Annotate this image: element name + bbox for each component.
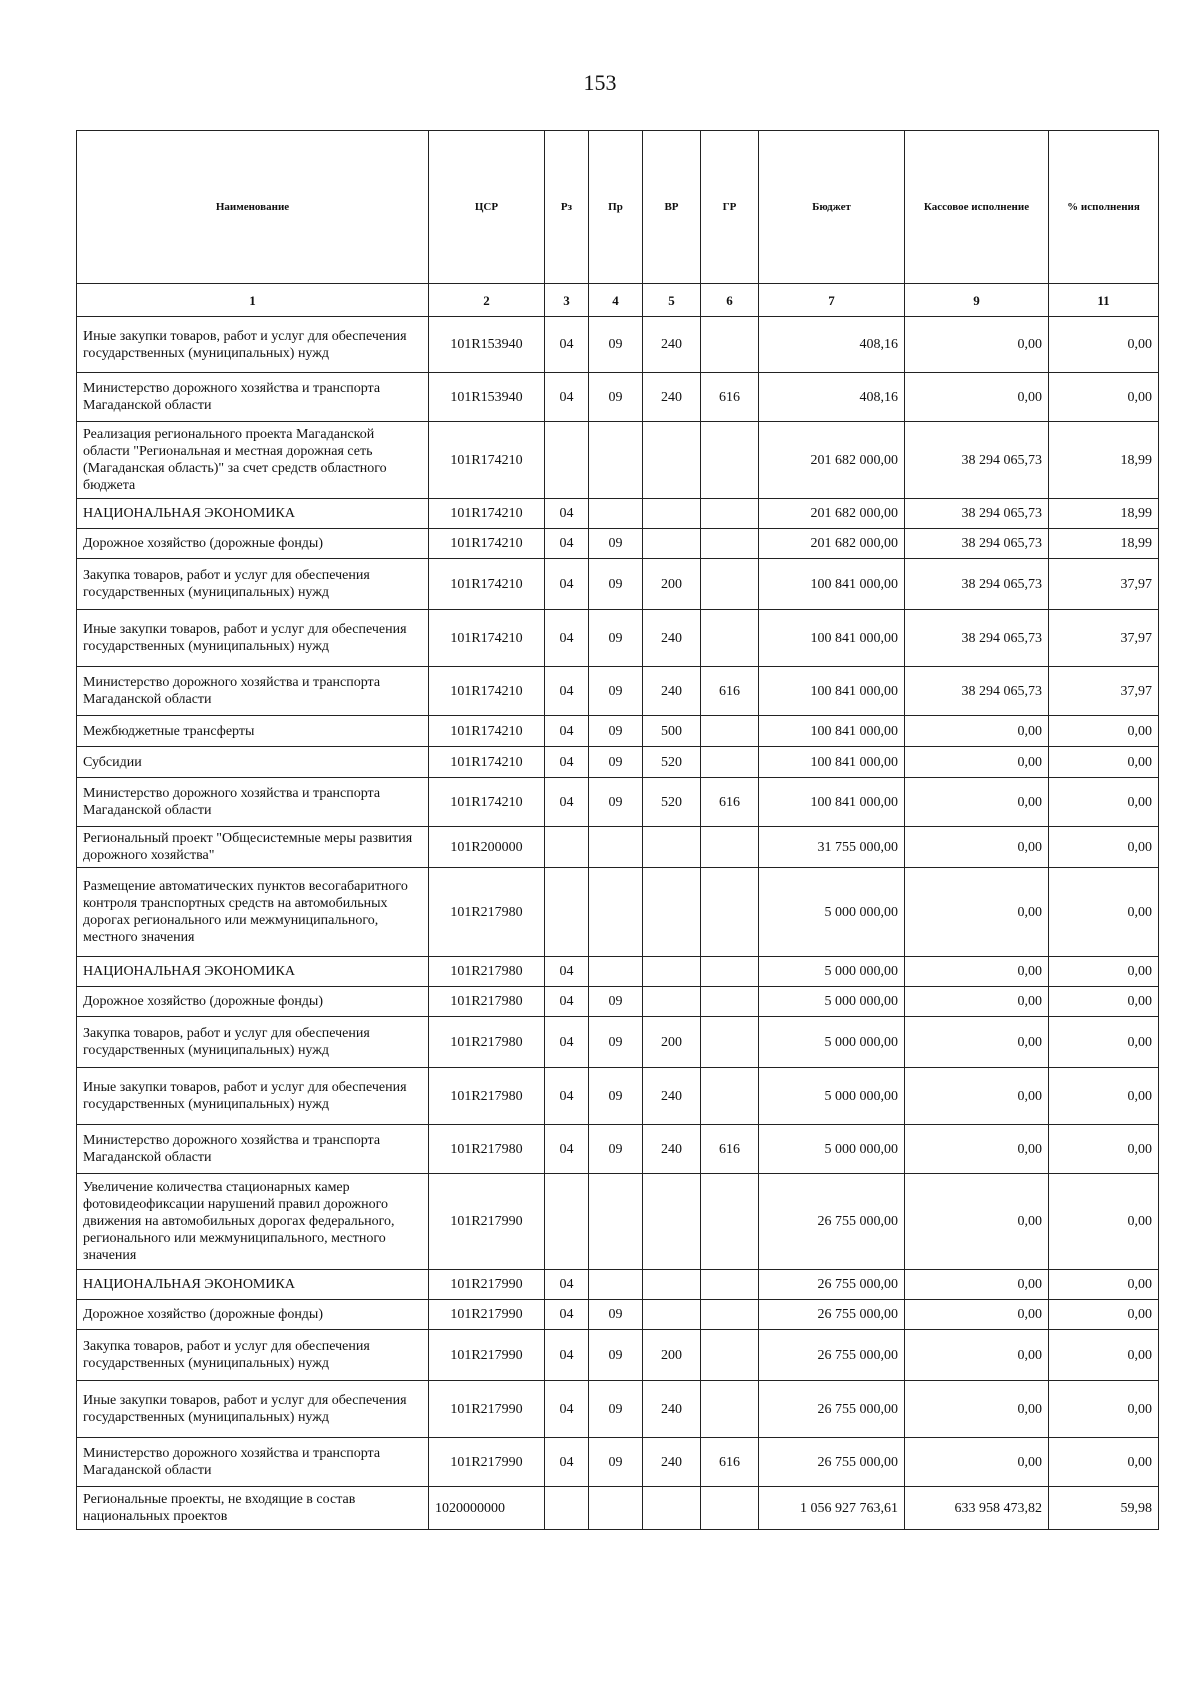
cell-rz: 04: [545, 957, 589, 987]
table-row: [77, 957, 1159, 987]
cell-gr: 616: [701, 1125, 759, 1174]
cell-name: Дорожное хозяйство (дорожные фонды): [77, 987, 429, 1017]
cell-budget: 5 000 000,00: [759, 987, 905, 1017]
budget-execution-table: [76, 130, 1159, 1530]
cell-gr: [701, 1068, 759, 1125]
table-row: [77, 1300, 1159, 1330]
cell-pr: 09: [589, 1068, 643, 1125]
cell-pct: 18,99: [1049, 499, 1159, 529]
cell-csr: 101R217990: [429, 1330, 545, 1381]
cell-name: Субсидии: [77, 747, 429, 778]
cell-kassa: 38 294 065,73: [905, 499, 1049, 529]
cell-vr: 200: [643, 1017, 701, 1068]
cell-rz: 04: [545, 667, 589, 716]
cell-kassa: 38 294 065,73: [905, 559, 1049, 610]
cell-budget: 26 755 000,00: [759, 1438, 905, 1487]
cell-rz: 04: [545, 778, 589, 827]
cell-pr: 09: [589, 747, 643, 778]
cell-pct: 59,98: [1049, 1487, 1159, 1530]
cell-kassa: 0,00: [905, 1381, 1049, 1438]
cell-kassa: 0,00: [905, 1330, 1049, 1381]
cell-pr: [589, 868, 643, 957]
cell-csr: 101R217980: [429, 1125, 545, 1174]
cell-kassa: 0,00: [905, 1300, 1049, 1330]
cell-pct: 0,00: [1049, 1438, 1159, 1487]
column-number: 2: [429, 284, 545, 317]
cell-budget: 5 000 000,00: [759, 1017, 905, 1068]
cell-csr: 101R217980: [429, 868, 545, 957]
cell-rz: 04: [545, 1381, 589, 1438]
cell-pct: 0,00: [1049, 778, 1159, 827]
table-row: [77, 529, 1159, 559]
cell-name: Иные закупки товаров, работ и услуг для обеспечения государственных (муниципальных) нужд: [77, 610, 429, 667]
cell-csr: 101R174210: [429, 422, 545, 499]
cell-vr: 240: [643, 1381, 701, 1438]
cell-csr: 101R217990: [429, 1270, 545, 1300]
cell-kassa: 0,00: [905, 373, 1049, 422]
cell-vr: 240: [643, 317, 701, 373]
cell-csr: 101R217990: [429, 1300, 545, 1330]
cell-rz: 04: [545, 1438, 589, 1487]
cell-kassa: 0,00: [905, 957, 1049, 987]
cell-name: Иные закупки товаров, работ и услуг для обеспечения государственных (муниципальных) нужд: [77, 1381, 429, 1438]
cell-kassa: 38 294 065,73: [905, 529, 1049, 559]
cell-kassa: 38 294 065,73: [905, 610, 1049, 667]
cell-pct: 0,00: [1049, 317, 1159, 373]
cell-vr: [643, 1174, 701, 1270]
cell-rz: 04: [545, 1300, 589, 1330]
cell-pct: 37,97: [1049, 667, 1159, 716]
cell-pr: 09: [589, 1125, 643, 1174]
cell-gr: 616: [701, 667, 759, 716]
cell-kassa: 0,00: [905, 1125, 1049, 1174]
cell-budget: 100 841 000,00: [759, 667, 905, 716]
cell-budget: 100 841 000,00: [759, 716, 905, 747]
cell-gr: [701, 1270, 759, 1300]
header-name: Наименование: [77, 131, 429, 284]
cell-rz: [545, 868, 589, 957]
cell-vr: 520: [643, 778, 701, 827]
cell-budget: 26 755 000,00: [759, 1330, 905, 1381]
cell-rz: 04: [545, 610, 589, 667]
cell-pct: 37,97: [1049, 610, 1159, 667]
cell-name: Дорожное хозяйство (дорожные фонды): [77, 529, 429, 559]
cell-rz: [545, 1487, 589, 1530]
cell-rz: 04: [545, 716, 589, 747]
cell-name: Дорожное хозяйство (дорожные фонды): [77, 1300, 429, 1330]
cell-csr: 101R217980: [429, 987, 545, 1017]
cell-pct: 0,00: [1049, 1174, 1159, 1270]
cell-name: Закупка товаров, работ и услуг для обеспечения государственных (муниципальных) нужд: [77, 1330, 429, 1381]
cell-gr: [701, 1300, 759, 1330]
cell-name: Иные закупки товаров, работ и услуг для обеспечения государственных (муниципальных) нужд: [77, 1068, 429, 1125]
cell-pct: 0,00: [1049, 1330, 1159, 1381]
cell-kassa: 0,00: [905, 317, 1049, 373]
column-number: 11: [1049, 284, 1159, 317]
header-csr: ЦСР: [429, 131, 545, 284]
cell-gr: [701, 1017, 759, 1068]
cell-vr: [643, 422, 701, 499]
table-row: [77, 559, 1159, 610]
cell-gr: [701, 610, 759, 667]
table-row: [77, 373, 1159, 422]
cell-gr: [701, 987, 759, 1017]
cell-pr: [589, 827, 643, 868]
table-row: [77, 1068, 1159, 1125]
cell-kassa: 0,00: [905, 1068, 1049, 1125]
cell-gr: 616: [701, 373, 759, 422]
cell-budget: 408,16: [759, 317, 905, 373]
cell-gr: 616: [701, 1438, 759, 1487]
cell-csr: 101R217990: [429, 1438, 545, 1487]
table-row: [77, 1381, 1159, 1438]
column-number: 1: [77, 284, 429, 317]
cell-pct: 18,99: [1049, 529, 1159, 559]
cell-vr: 240: [643, 1438, 701, 1487]
cell-kassa: 0,00: [905, 1017, 1049, 1068]
cell-pct: 0,00: [1049, 1125, 1159, 1174]
cell-name: Министерство дорожного хозяйства и транспорта Магаданской области: [77, 667, 429, 716]
cell-pr: [589, 1270, 643, 1300]
cell-pct: 0,00: [1049, 987, 1159, 1017]
cell-kassa: 38 294 065,73: [905, 422, 1049, 499]
cell-budget: 100 841 000,00: [759, 747, 905, 778]
cell-gr: [701, 559, 759, 610]
cell-rz: 04: [545, 1068, 589, 1125]
cell-name: Министерство дорожного хозяйства и транспорта Магаданской области: [77, 1438, 429, 1487]
table-row: [77, 499, 1159, 529]
cell-pr: 09: [589, 610, 643, 667]
table-row: [77, 827, 1159, 868]
cell-kassa: 0,00: [905, 1438, 1049, 1487]
cell-pct: 0,00: [1049, 827, 1159, 868]
cell-rz: 04: [545, 499, 589, 529]
cell-pct: 0,00: [1049, 716, 1159, 747]
cell-budget: 100 841 000,00: [759, 559, 905, 610]
cell-pct: 0,00: [1049, 1068, 1159, 1125]
cell-gr: [701, 1381, 759, 1438]
cell-rz: 04: [545, 1270, 589, 1300]
header-gr: ГР: [701, 131, 759, 284]
cell-vr: 240: [643, 610, 701, 667]
cell-vr: [643, 1270, 701, 1300]
cell-budget: 26 755 000,00: [759, 1300, 905, 1330]
cell-gr: [701, 747, 759, 778]
column-number-row: [77, 284, 1159, 317]
cell-rz: 04: [545, 529, 589, 559]
cell-vr: 240: [643, 1125, 701, 1174]
cell-gr: [701, 317, 759, 373]
table-row: [77, 1017, 1159, 1068]
table-row: [77, 422, 1159, 499]
cell-pr: 09: [589, 559, 643, 610]
header-budget: Бюджет: [759, 131, 905, 284]
cell-csr: 101R217990: [429, 1381, 545, 1438]
cell-name: Реализация регионального проекта Магаданской области "Региональная и местная дорожная сеть (Магаданская область)" за счет средств областного бюджета: [77, 422, 429, 499]
cell-name: Межбюджетные трансферты: [77, 716, 429, 747]
cell-vr: [643, 1300, 701, 1330]
cell-pct: 37,97: [1049, 559, 1159, 610]
table-row: [77, 1487, 1159, 1530]
table-row: [77, 317, 1159, 373]
cell-name: Министерство дорожного хозяйства и транспорта Магаданской области: [77, 778, 429, 827]
cell-pr: [589, 422, 643, 499]
cell-rz: 04: [545, 1330, 589, 1381]
cell-pr: 09: [589, 317, 643, 373]
table-header-row: [77, 131, 1159, 284]
cell-vr: [643, 499, 701, 529]
cell-name: НАЦИОНАЛЬНАЯ ЭКОНОМИКА: [77, 499, 429, 529]
cell-budget: 408,16: [759, 373, 905, 422]
column-number: 5: [643, 284, 701, 317]
table-row: [77, 747, 1159, 778]
cell-gr: [701, 827, 759, 868]
cell-pr: 09: [589, 778, 643, 827]
cell-pr: 09: [589, 667, 643, 716]
cell-gr: [701, 716, 759, 747]
cell-pct: 0,00: [1049, 373, 1159, 422]
cell-gr: 616: [701, 778, 759, 827]
cell-csr: 1020000000: [429, 1487, 545, 1530]
cell-rz: 04: [545, 1017, 589, 1068]
cell-gr: [701, 1330, 759, 1381]
cell-csr: 101R174210: [429, 610, 545, 667]
cell-csr: 101R153940: [429, 373, 545, 422]
cell-vr: 240: [643, 667, 701, 716]
cell-pr: 09: [589, 1300, 643, 1330]
cell-budget: 1 056 927 763,61: [759, 1487, 905, 1530]
cell-rz: 04: [545, 1125, 589, 1174]
cell-vr: 200: [643, 1330, 701, 1381]
cell-csr: 101R200000: [429, 827, 545, 868]
cell-name: Размещение автоматических пунктов весогабаритного контроля транспортных средств на автомобильных дорогах регионального или межмуниципального, местного значения: [77, 868, 429, 957]
cell-pr: 09: [589, 1381, 643, 1438]
table-row: [77, 716, 1159, 747]
cell-rz: [545, 422, 589, 499]
cell-name: Региональный проект "Общесистемные меры развития дорожного хозяйства": [77, 827, 429, 868]
cell-kassa: 0,00: [905, 716, 1049, 747]
cell-name: Региональные проекты, не входящие в состав национальных проектов: [77, 1487, 429, 1530]
cell-csr: 101R153940: [429, 317, 545, 373]
cell-pct: 0,00: [1049, 957, 1159, 987]
cell-budget: 5 000 000,00: [759, 1068, 905, 1125]
cell-pr: 09: [589, 529, 643, 559]
cell-vr: [643, 957, 701, 987]
cell-vr: 200: [643, 559, 701, 610]
cell-csr: 101R174210: [429, 529, 545, 559]
cell-name: Министерство дорожного хозяйства и транспорта Магаданской области: [77, 1125, 429, 1174]
header-rz: Рз: [545, 131, 589, 284]
cell-rz: 04: [545, 317, 589, 373]
cell-vr: [643, 529, 701, 559]
cell-pct: 0,00: [1049, 1300, 1159, 1330]
cell-gr: [701, 868, 759, 957]
cell-budget: 26 755 000,00: [759, 1174, 905, 1270]
cell-budget: 5 000 000,00: [759, 957, 905, 987]
cell-pr: 09: [589, 987, 643, 1017]
cell-pct: 0,00: [1049, 747, 1159, 778]
cell-gr: [701, 422, 759, 499]
cell-csr: 101R174210: [429, 559, 545, 610]
cell-budget: 201 682 000,00: [759, 422, 905, 499]
table-row: [77, 1330, 1159, 1381]
cell-name: НАЦИОНАЛЬНАЯ ЭКОНОМИКА: [77, 957, 429, 987]
table-row: [77, 1125, 1159, 1174]
table-row: [77, 610, 1159, 667]
cell-budget: 201 682 000,00: [759, 529, 905, 559]
cell-budget: 5 000 000,00: [759, 1125, 905, 1174]
cell-budget: 26 755 000,00: [759, 1270, 905, 1300]
cell-csr: 101R174210: [429, 747, 545, 778]
cell-csr: 101R217980: [429, 957, 545, 987]
cell-pr: 09: [589, 373, 643, 422]
cell-budget: 100 841 000,00: [759, 778, 905, 827]
cell-gr: [701, 529, 759, 559]
cell-kassa: 0,00: [905, 1174, 1049, 1270]
cell-kassa: 38 294 065,73: [905, 667, 1049, 716]
table-row: [77, 778, 1159, 827]
cell-name: Закупка товаров, работ и услуг для обеспечения государственных (муниципальных) нужд: [77, 559, 429, 610]
table-body: [77, 317, 1159, 1530]
cell-pct: 18,99: [1049, 422, 1159, 499]
cell-vr: 240: [643, 1068, 701, 1125]
cell-rz: 04: [545, 987, 589, 1017]
cell-name: Иные закупки товаров, работ и услуг для обеспечения государственных (муниципальных) нужд: [77, 317, 429, 373]
cell-gr: [701, 499, 759, 529]
cell-rz: 04: [545, 373, 589, 422]
table-row: [77, 667, 1159, 716]
cell-csr: 101R217980: [429, 1068, 545, 1125]
table-row: [77, 1438, 1159, 1487]
table-row: [77, 1174, 1159, 1270]
table-row: [77, 1270, 1159, 1300]
cell-name: Закупка товаров, работ и услуг для обеспечения государственных (муниципальных) нужд: [77, 1017, 429, 1068]
cell-pr: [589, 499, 643, 529]
cell-csr: 101R174210: [429, 778, 545, 827]
cell-pr: [589, 957, 643, 987]
column-number: 4: [589, 284, 643, 317]
column-number: 6: [701, 284, 759, 317]
cell-pr: 09: [589, 1330, 643, 1381]
cell-vr: [643, 868, 701, 957]
column-number: 7: [759, 284, 905, 317]
page-number: 153: [583, 70, 617, 95]
cell-vr: 240: [643, 373, 701, 422]
cell-rz: [545, 1174, 589, 1270]
cell-budget: 100 841 000,00: [759, 610, 905, 667]
cell-vr: [643, 1487, 701, 1530]
header-vr: ВР: [643, 131, 701, 284]
cell-kassa: 0,00: [905, 1270, 1049, 1300]
cell-rz: 04: [545, 559, 589, 610]
cell-pct: 0,00: [1049, 1381, 1159, 1438]
cell-rz: 04: [545, 747, 589, 778]
cell-budget: 31 755 000,00: [759, 827, 905, 868]
cell-pct: 0,00: [1049, 868, 1159, 957]
cell-pr: [589, 1487, 643, 1530]
cell-budget: 26 755 000,00: [759, 1381, 905, 1438]
cell-vr: 500: [643, 716, 701, 747]
cell-kassa: 0,00: [905, 868, 1049, 957]
cell-csr: 101R217980: [429, 1017, 545, 1068]
table-row: [77, 868, 1159, 957]
cell-kassa: 0,00: [905, 987, 1049, 1017]
cell-gr: [701, 1174, 759, 1270]
cell-kassa: 0,00: [905, 778, 1049, 827]
cell-gr: [701, 1487, 759, 1530]
cell-pct: 0,00: [1049, 1017, 1159, 1068]
header-pct: % исполнения: [1049, 131, 1159, 284]
cell-budget: 5 000 000,00: [759, 868, 905, 957]
cell-vr: 520: [643, 747, 701, 778]
header-kassa: Кассовое исполнение: [905, 131, 1049, 284]
cell-pr: 09: [589, 716, 643, 747]
cell-kassa: 633 958 473,82: [905, 1487, 1049, 1530]
cell-rz: [545, 827, 589, 868]
cell-budget: 201 682 000,00: [759, 499, 905, 529]
cell-vr: [643, 987, 701, 1017]
cell-csr: 101R174210: [429, 716, 545, 747]
cell-kassa: 0,00: [905, 747, 1049, 778]
cell-name: НАЦИОНАЛЬНАЯ ЭКОНОМИКА: [77, 1270, 429, 1300]
cell-pct: 0,00: [1049, 1270, 1159, 1300]
cell-gr: [701, 957, 759, 987]
column-number: 3: [545, 284, 589, 317]
cell-pr: 09: [589, 1438, 643, 1487]
cell-csr: 101R174210: [429, 667, 545, 716]
header-pr: Пр: [589, 131, 643, 284]
table-row: [77, 987, 1159, 1017]
cell-name: Министерство дорожного хозяйства и транспорта Магаданской области: [77, 373, 429, 422]
cell-kassa: 0,00: [905, 827, 1049, 868]
cell-vr: [643, 827, 701, 868]
cell-csr: 101R174210: [429, 499, 545, 529]
cell-pr: [589, 1174, 643, 1270]
column-number: 9: [905, 284, 1049, 317]
cell-name: Увеличение количества стационарных камер фотовидеофиксации нарушений правил дорожного движения на автомобильных дорогах федерального, регионального или межмуниципального, местного значения: [77, 1174, 429, 1270]
cell-pr: 09: [589, 1017, 643, 1068]
cell-csr: 101R217990: [429, 1174, 545, 1270]
